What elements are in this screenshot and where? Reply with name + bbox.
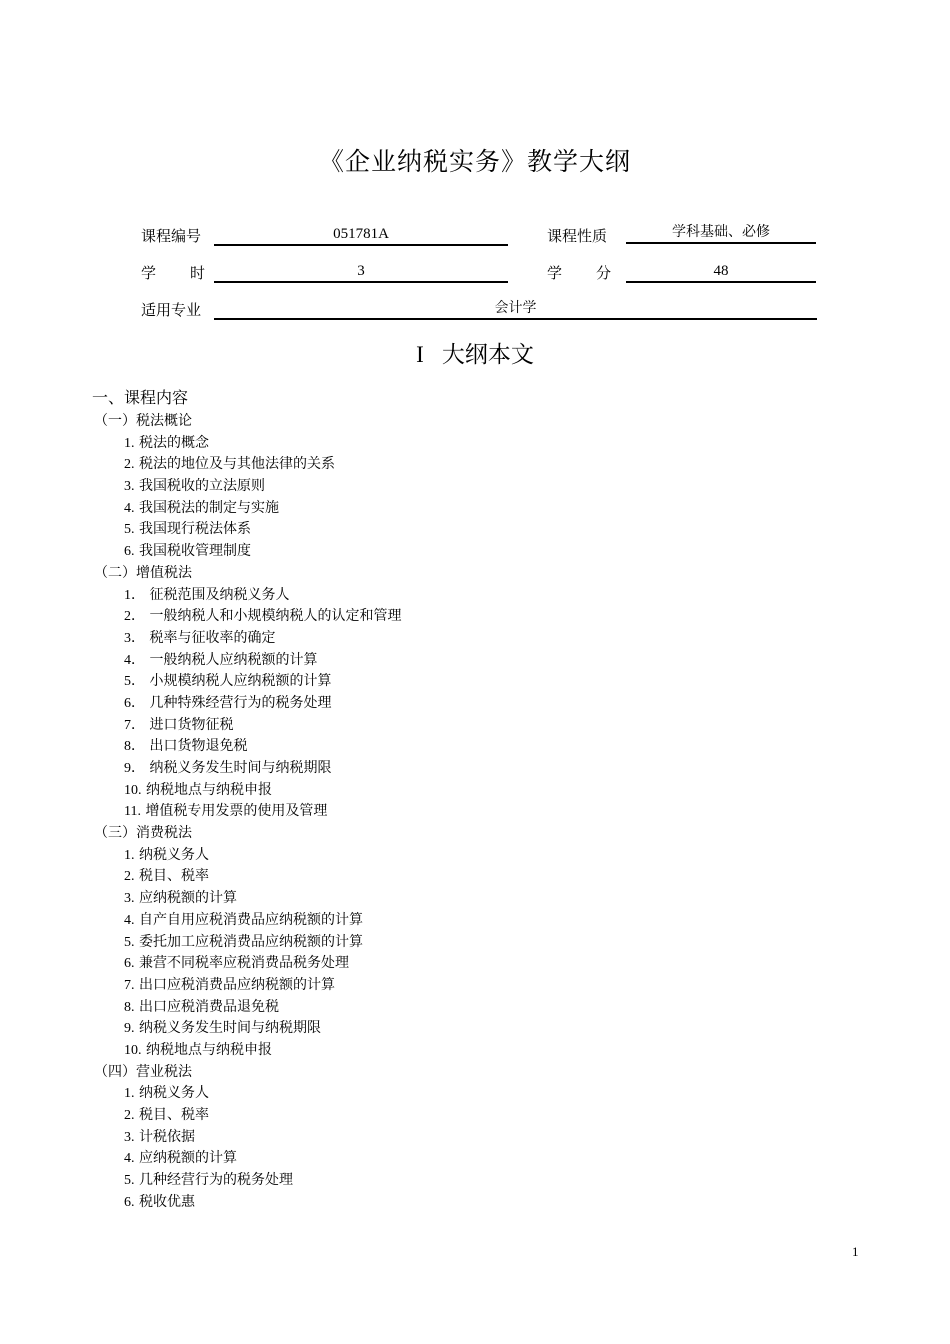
list-item <box>124 715 872 737</box>
course-code-value: 051781A <box>214 224 508 246</box>
hours-value: 3 <box>214 261 508 283</box>
list-item-text: 一般纳税人应纳税额的计算 <box>149 651 318 668</box>
credits-label <box>547 262 611 283</box>
list-item-text: 纳税地点与纳税申报 <box>145 1041 272 1058</box>
list-item-text: 几种经营行为的税务处理 <box>138 1172 293 1189</box>
list-item-number: 8. <box>124 999 135 1015</box>
list-item-number: 6. <box>124 544 135 560</box>
list-item <box>124 736 872 758</box>
list-item-text: 税法的概念 <box>138 434 209 451</box>
list-item-text: 税目、税率 <box>138 1107 209 1123</box>
list-item-number: 2． <box>124 609 145 625</box>
list-item <box>124 1105 872 1127</box>
course-code-label: 课程编号 <box>141 227 202 245</box>
list-item-number: 3． <box>124 630 145 646</box>
list-item-number: 3. <box>124 891 135 907</box>
credits-value: 48 <box>626 261 816 283</box>
credits-label-char-2: 分 <box>595 264 611 282</box>
list-item <box>124 888 872 910</box>
list-item-number: 9. <box>124 1021 135 1037</box>
list-item-text: 增值税专用发票的使用及管理 <box>145 803 328 820</box>
list-item <box>124 606 872 628</box>
list-item-text: 纳税义务人 <box>138 1085 209 1102</box>
list-item-number: 2. <box>124 457 135 473</box>
list-item <box>124 953 872 975</box>
page-number: 1 <box>852 1244 859 1259</box>
list-item-text: 纳税义务发生时间与纳税期限 <box>149 760 332 776</box>
list-item <box>124 910 872 932</box>
list-item <box>124 932 872 954</box>
list-item <box>124 1127 872 1149</box>
list-item-number: 7． <box>124 717 145 733</box>
hours-label-char-1: 学 <box>141 264 157 282</box>
course-nature-label: 课程性质 <box>547 227 608 245</box>
list-item <box>124 650 872 672</box>
list-item-number: 1. <box>124 1086 135 1102</box>
list-item-text: 委托加工应税消费品应纳税额的计算 <box>138 933 363 950</box>
list-item-text: 纳税义务发生时间与纳税期限 <box>138 1020 321 1037</box>
chapter-heading: （三）消费税法 <box>94 825 192 842</box>
list-item <box>124 541 872 563</box>
list-item-number: 3. <box>124 1129 135 1145</box>
list-item <box>124 693 872 715</box>
list-item <box>124 801 872 823</box>
list-item-text: 税目、税率 <box>138 868 209 885</box>
list-item <box>124 1148 872 1170</box>
list-item-number: 3. <box>124 479 135 495</box>
list-item <box>124 845 872 867</box>
list-item-text: 自产自用应税消费品应纳税额的计算 <box>138 911 363 928</box>
list-item-text: 我国税收的立法原则 <box>138 478 265 495</box>
chapter-heading: （四）营业税法 <box>94 1063 192 1080</box>
list-item <box>124 519 872 541</box>
list-item <box>124 1083 872 1105</box>
hours-label-char-2: 时 <box>189 264 205 282</box>
list-item-text: 小规模纳税人应纳税额的计算 <box>149 673 332 690</box>
course-nature-value: 学科基础、必修 <box>626 222 816 244</box>
list-item-text: 我国现行税法体系 <box>138 521 251 538</box>
list-item-text: 征税范围及纳税义务人 <box>149 586 290 603</box>
hours-label <box>141 262 205 283</box>
list-item-text: 税率与征收率的确定 <box>149 629 276 646</box>
list-item-number: 2. <box>124 1108 135 1123</box>
list-item <box>124 1170 872 1192</box>
list-item-text: 进口货物征税 <box>149 716 234 733</box>
list-item <box>124 454 872 476</box>
chapter-heading: （一）税法概论 <box>94 413 192 429</box>
major-value: 会计学 <box>214 298 817 320</box>
list-item-text: 出口应税消费品退免税 <box>138 998 279 1015</box>
list-item-text: 税法的地位及与其他法律的关系 <box>138 456 335 473</box>
list-item <box>124 433 872 455</box>
list-item-text: 我国税收管理制度 <box>138 543 251 560</box>
list-item-number: 5. <box>124 934 135 950</box>
credits-label-char-1: 学 <box>547 264 563 282</box>
chapter-heading: （二）增值税法 <box>94 564 192 581</box>
list-item-text: 纳税义务人 <box>138 846 209 863</box>
list-item-number: 6. <box>124 956 135 972</box>
list-item-text: 几种特殊经营行为的税务处理 <box>149 694 332 711</box>
list-item-number: 5. <box>124 1173 135 1189</box>
list-item-number: 4. <box>124 1151 135 1167</box>
list-item-number: 10. <box>124 782 142 798</box>
list-item-number: 4. <box>124 500 135 516</box>
list-item-number: 8． <box>124 739 145 755</box>
list-item-number: 5． <box>124 674 145 690</box>
part-title: 大纲本文 <box>441 342 534 368</box>
list-item-number: 2. <box>124 869 135 885</box>
list-item-number: 1． <box>124 587 145 603</box>
list-item <box>124 1192 872 1214</box>
list-item-number: 4． <box>124 652 145 668</box>
list-item-number: 11. <box>124 804 141 820</box>
list-item-text: 兼营不同税率应税消费品税务处理 <box>138 955 349 972</box>
list-item <box>124 671 872 693</box>
list-item <box>124 628 872 650</box>
list-item-number: 4. <box>124 912 135 928</box>
list-item-number: 6． <box>124 695 145 711</box>
list-item-number: 1. <box>124 847 135 863</box>
list-item <box>124 758 872 780</box>
course-content <box>92 384 872 1213</box>
list-item <box>124 476 872 498</box>
list-item-text: 纳税地点与纳税申报 <box>145 781 272 798</box>
list-item <box>124 866 872 888</box>
section-heading: 一、课程内容 <box>92 388 189 407</box>
list-item-number: 5. <box>124 522 135 538</box>
list-item-text: 应纳税额的计算 <box>138 1150 237 1167</box>
list-item <box>124 1040 872 1062</box>
list-item-text: 计税依据 <box>138 1128 195 1145</box>
list-item-number: 9． <box>124 761 145 776</box>
list-item-text: 税收优惠 <box>138 1193 195 1210</box>
document-title: 《企业纳税实务》教学大纲 <box>318 147 631 176</box>
major-label: 适用专业 <box>141 301 202 319</box>
part-numeral: I <box>416 342 424 367</box>
list-item-number: 1. <box>124 435 135 451</box>
part-heading <box>0 336 950 369</box>
list-item <box>124 585 872 607</box>
list-item-number: 7. <box>124 977 135 993</box>
list-item <box>124 1018 872 1040</box>
list-item-text: 出口应税消费品应纳税额的计算 <box>138 976 335 993</box>
list-item <box>124 498 872 520</box>
list-item-text: 应纳税额的计算 <box>138 890 237 907</box>
list-item-text: 一般纳税人和小规模纳税人的认定和管理 <box>149 608 402 625</box>
list-item <box>124 997 872 1019</box>
list-item-number: 10. <box>124 1042 142 1058</box>
list-item-text: 出口货物退免税 <box>149 738 248 755</box>
list-item <box>124 780 872 802</box>
list-item-text: 我国税法的制定与实施 <box>138 499 279 516</box>
list-item <box>124 975 872 997</box>
list-item-number: 6. <box>124 1194 135 1210</box>
